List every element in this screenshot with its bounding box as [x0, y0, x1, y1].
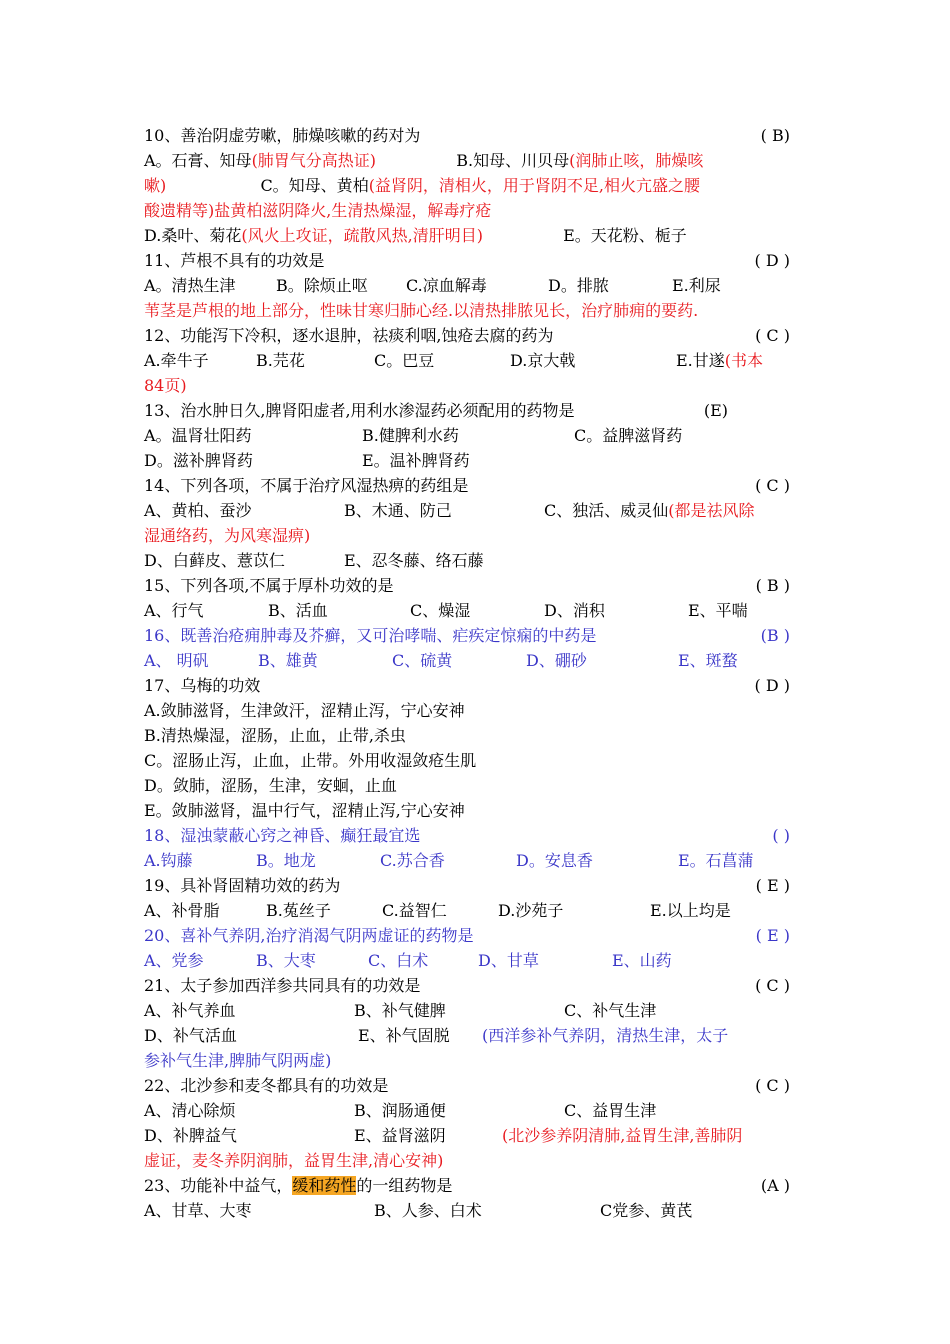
option-c: C、益胃生津 — [564, 1101, 657, 1120]
option-d: D、消积 — [544, 601, 605, 620]
answer-mark: ( B) — [760, 126, 790, 145]
option-d: D、甘草 — [478, 951, 539, 970]
option-e: E.利尿 — [672, 276, 721, 295]
option-c: C、补气生津 — [564, 1001, 657, 1020]
annotation-note: 嗽) — [144, 176, 167, 195]
question-text: 14、下列各项，不属于治疗风湿热痹的药组是 — [144, 476, 469, 495]
answer-mark: ( E ) — [755, 926, 790, 945]
answer-mark: ( D ) — [754, 676, 790, 695]
option-b: B、补气健脾 — [354, 1001, 446, 1020]
option-b: B。地龙 — [256, 851, 316, 870]
option-a: A、补气养血 — [144, 1001, 236, 1020]
option-d: D、补气活血 — [144, 1026, 237, 1045]
option-b: B、润肠通便 — [354, 1101, 446, 1120]
question-text: 的一组药物是 — [356, 1176, 453, 1195]
annotation-note: 84页) — [144, 376, 187, 395]
option-c: C。巴豆 — [374, 351, 435, 370]
annotation-note: (益肾阴，清相火，用于肾阴不足,相火亢盛之腰 — [368, 176, 701, 195]
question-stem — [144, 673, 814, 698]
option-d: D、白藓皮、薏苡仁 — [144, 551, 285, 570]
annotation-line — [144, 373, 814, 398]
answer-mark: (E) — [703, 401, 728, 420]
option-b: B.知母、川贝母 — [456, 151, 570, 170]
options-line — [144, 598, 814, 623]
option-e: E。敛肺滋肾，温中行气，涩精止泻,宁心安神 — [144, 801, 465, 820]
annotation-line — [144, 523, 814, 548]
annotation-line — [144, 298, 814, 323]
option-d: D。敛肺，涩肠，生津，安蛔，止血 — [144, 776, 397, 795]
option-c: C。涩肠止泻，止血，止带。外用收湿敛疮生肌 — [144, 751, 477, 770]
option-c: C.苏合香 — [380, 851, 445, 870]
question-stem — [144, 1073, 814, 1098]
question-stem — [144, 123, 814, 148]
options-line — [144, 548, 814, 573]
question-text: 19、具补肾固精功效的药为 — [144, 876, 341, 895]
question-stem — [144, 323, 814, 348]
question-stem — [144, 973, 814, 998]
annotation-note: 酸遗精等)盐黄柏滋阴降火,生清热燥湿，解毒疗疮 — [144, 201, 492, 220]
question-text: 23、功能补中益气， — [144, 1176, 293, 1195]
question-stem — [144, 873, 814, 898]
annotation-note: 参补气生津,脾肺气阴两虚) — [144, 1051, 332, 1070]
question-stem — [144, 923, 814, 948]
answer-mark: ( E ) — [755, 876, 790, 895]
question-text: 20、喜补气养阴,治疗消渴气阴两虚证的药物是 — [144, 926, 474, 945]
annotation-note: 湿通络药，为风寒湿痹) — [144, 526, 311, 545]
question-text: 17、乌梅的功效 — [144, 676, 261, 695]
question-stem — [144, 1173, 814, 1198]
answer-mark: (A ) — [760, 1176, 790, 1195]
options-line — [144, 1123, 814, 1148]
option-a: A.钩藤 — [144, 851, 193, 870]
option-a: A.敛肺滋肾，生津敛汗，涩精止泻，宁心安神 — [144, 701, 465, 720]
option-d: D。安息香 — [516, 851, 593, 870]
question-text: 11、芦根不具有的功效是 — [144, 251, 325, 270]
option-e: E.甘遂 — [676, 351, 725, 370]
question-text: 16、既善治疮痈肿毒及芥癣，又可治哮喘、疟疾定惊痫的中药是 — [144, 626, 597, 645]
option-c: C、白术 — [368, 951, 429, 970]
highlighted-text: 缓和药性 — [292, 1176, 357, 1195]
question-text: 10、善治阴虚劳嗽，肺燥咳嗽的药对为 — [144, 126, 421, 145]
option-a: A。石膏、知母 — [144, 151, 252, 170]
option-e: E、补气固脱 — [358, 1026, 450, 1045]
answer-mark: ( C ) — [755, 976, 790, 995]
option-c: C。益脾滋肾药 — [574, 426, 683, 445]
option-a: A。温肾壮阳药 — [144, 426, 252, 445]
annotation-note: (都是祛风除 — [668, 501, 755, 520]
option-c: C.凉血解毒 — [406, 276, 487, 295]
option-a: A、补骨脂 — [144, 901, 220, 920]
option-a: A、黄柏、蚕沙 — [144, 501, 252, 520]
answer-mark: ( C ) — [755, 326, 790, 345]
option-a: A、清心除烦 — [144, 1101, 236, 1120]
question-stem — [144, 573, 814, 598]
options-line — [144, 498, 814, 523]
options-line — [144, 348, 814, 373]
option-e: E、斑蝥 — [678, 651, 738, 670]
option-c: C.益智仁 — [382, 901, 447, 920]
option-e: E、平喘 — [688, 601, 748, 620]
question-stem — [144, 473, 814, 498]
option-d: D、补脾益气 — [144, 1126, 237, 1145]
annotation-note: (北沙参养阴清肺,益胃生津,善肺阴 — [502, 1126, 743, 1145]
options-line — [144, 848, 814, 873]
options-line — [144, 648, 814, 673]
option-e: E.以上均是 — [650, 901, 731, 920]
options-line — [144, 1098, 814, 1123]
option-a: A、党参 — [144, 951, 204, 970]
option-b: B.健脾利水药 — [362, 426, 459, 445]
option-a: A.牵牛子 — [144, 351, 209, 370]
answer-mark: ( C ) — [755, 1076, 790, 1095]
question-text: 15、下列各项,不属于厚朴功效的是 — [144, 576, 394, 595]
option-a: A。清热生津 — [144, 276, 236, 295]
answer-mark: ( B ) — [755, 576, 790, 595]
option-e: E、益肾滋阴 — [354, 1126, 446, 1145]
question-text: 12、功能泻下冷积，逐水退肿，祛痰利咽,蚀疮去腐的药为 — [144, 326, 554, 345]
option-a: A、 明矾 — [144, 651, 209, 670]
option-c: C、燥湿 — [410, 601, 471, 620]
document-body — [144, 123, 814, 1223]
annotation-line — [144, 1048, 814, 1073]
option-b: B、雄黄 — [258, 651, 318, 670]
option-b: B.清热燥湿，涩肠，止血，止带,杀虫 — [144, 726, 406, 745]
option-e: E、忍冬藤、络石藤 — [344, 551, 484, 570]
option-b: B、木通、防己 — [344, 501, 452, 520]
question-stem — [144, 823, 814, 848]
option-e: E。石菖蒲 — [678, 851, 754, 870]
question-stem — [144, 398, 814, 423]
annotation-note: (书本 — [724, 351, 764, 370]
option-b: B.芫花 — [256, 351, 305, 370]
question-text: 13、治水肿日久,脾肾阳虚者,用利水渗湿药必须配用的药物是 — [144, 401, 575, 420]
option-d: D、硼砂 — [526, 651, 587, 670]
option-c: C。知母、黄柏 — [260, 176, 369, 195]
option-e: E。天花粉、栀子 — [563, 226, 687, 245]
annotation-note: 苇茎是芦根的地上部分，性味甘寒归肺心经.以清热排脓见长，治疗肺痈的要药. — [144, 301, 699, 320]
option-e: E。温补脾肾药 — [362, 451, 470, 470]
option-c: C、硫黄 — [392, 651, 453, 670]
annotation-note: (风火上攻证，疏散风热,清肝明目) — [241, 226, 483, 245]
option-d: D。滋补脾肾药 — [144, 451, 253, 470]
question-text: 22、北沙参和麦冬都具有的功效是 — [144, 1076, 389, 1095]
option-b: B、人参、白术 — [374, 1201, 482, 1220]
options-line — [144, 148, 814, 173]
options-line — [144, 948, 814, 973]
question-text: 21、太子参加西洋参共同具有的功效是 — [144, 976, 421, 995]
answer-mark: ( D ) — [754, 251, 790, 270]
options-line — [144, 898, 814, 923]
options-line — [144, 448, 814, 473]
annotation-note: 虚证，麦冬养阴润肺，益胃生津,清心安神) — [144, 1151, 444, 1170]
question-stem — [144, 623, 814, 648]
option-e: E、山药 — [612, 951, 672, 970]
option-c: C、独活、威灵仙 — [544, 501, 669, 520]
option-b: B.菟丝子 — [266, 901, 331, 920]
option-a: A、甘草、大枣 — [144, 1201, 252, 1220]
annotation-line — [144, 198, 814, 223]
annotation-note: (润肺止咳，肺燥咳 — [569, 151, 704, 170]
option-b: B、大枣 — [256, 951, 316, 970]
option-c: C党参、黄芪 — [600, 1201, 693, 1220]
annotation-note: (西洋参补气养阴，清热生津，太子 — [482, 1026, 729, 1045]
answer-mark: ( ) — [772, 826, 790, 845]
options-line — [144, 998, 814, 1023]
option-d: D.京大戟 — [510, 351, 576, 370]
annotation-line — [144, 1148, 814, 1173]
question-text: 18、湿浊蒙蔽心窍之神昏、癫狂最宜选 — [144, 826, 421, 845]
option-b: B。除烦止呕 — [276, 276, 368, 295]
option-b: B、活血 — [268, 601, 328, 620]
option-d: D。排脓 — [548, 276, 609, 295]
options-line — [144, 1198, 814, 1223]
answer-mark: (B ) — [760, 626, 790, 645]
annotation-note: (肺胃气分高热证) — [251, 151, 377, 170]
option-a: A、行气 — [144, 601, 204, 620]
options-line — [144, 223, 814, 248]
option-d: D.沙苑子 — [498, 901, 564, 920]
option-d: D.桑叶、菊花 — [144, 226, 242, 245]
options-line — [144, 173, 814, 198]
options-line — [144, 273, 814, 298]
options-line — [144, 423, 814, 448]
question-stem — [144, 248, 814, 273]
answer-mark: ( C ) — [755, 476, 790, 495]
options-line — [144, 1023, 814, 1048]
